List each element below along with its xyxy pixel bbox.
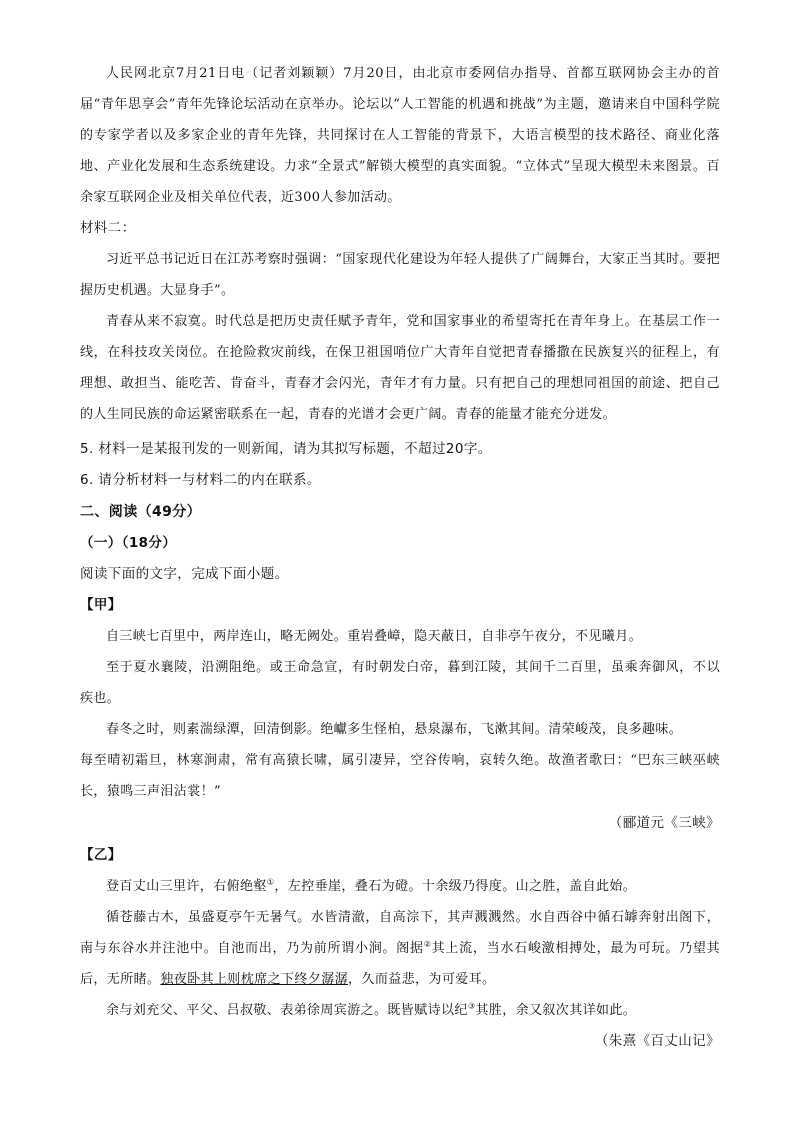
material-two-paragraph-1: 习近平总书记近日在江苏考察时强调：“国家现代化建设为年轻人提供了广阔舞台，大家正当其时。要把握历史机遇。大显身手”。	[80, 252, 720, 298]
passage-yi-p2-text-b: 其上流，当水石峻激相搏处，最为可玩。乃望其后，无所睹。	[80, 941, 720, 987]
passage-yi-source: （朱熹《百丈山记》	[594, 1033, 720, 1049]
passage-yi-p1-text-a: 登百丈山三里许，右俯绝壑	[106, 879, 267, 894]
footnote-marker-2: ②	[423, 939, 432, 949]
footnote-marker-1: ①	[266, 877, 275, 887]
passage-yi-p3-text-b: 其胜，余又叙次其详如此。	[475, 1003, 637, 1018]
passage-yi-p3-text-a: 余与刘充父、平父、吕叔敬、表弟徐周宾游之。既皆赋诗以纪	[106, 1003, 468, 1018]
passage-jia-paragraph-1: 自三峡七百里中，两岸连山，略无阙处。重岩叠嶂，隐天蔽日，自非亭午夜分，不见曦月。	[106, 629, 643, 644]
material-two-heading: 材料二：	[80, 220, 136, 236]
passage-jia-paragraph-3: 春冬之时，则素湍绿潭，回清倒影。绝巘多生怪柏，悬泉瀑布，飞漱其间。清荣峻茂，良多趣味。	[106, 722, 683, 737]
passage-jia-paragraph-2: 至于夏水襄陵，沿溯阻绝。或王命急宣，有时朝发白帝，暮到江陵，其间千二百里，虽乘奔御风，不以疾也。	[80, 660, 720, 706]
material-one-paragraph: 人民网北京7月21日电（记者刘颖颖）7月20日，由北京市委网信办指导、首都互联网协会主办的首届“青年思享会”青年先锋论坛活动在京举办。论坛以“人工智能的机遇和挑战”为主题，邀请来自中国科学院的专家学者以及多家企业的青年先锋，共同探讨在人工智能的背景下，大语言模型的技术路径、商业化落地、产业化发展和生态系统建设。力求“全景式”解锁大模型的真实面貌。“立体式”呈现大模型未来图景。百余家互联网企业及相关单位代表，近300人参加活动。	[80, 66, 720, 205]
passage-jia-label: 【甲】	[80, 597, 122, 613]
passage-yi-label: 【乙】	[80, 847, 122, 863]
passage-jia-source: （郦道元《三峡》	[608, 815, 720, 831]
passage-jia-paragraph-4: 每至晴初霜旦，林寒涧肃，常有高猿长啸，属引凄异，空谷传响，哀转久绝。故渔者歌曰：“巴东三峡巫峡长，猿鸣三声泪沾裳！”	[80, 753, 720, 799]
underlined-sentence: 独夜卧其上则枕席之下终夕潺潺	[160, 972, 349, 987]
passage-yi-p2-text-a: 循苍藤古木，虽盛夏亭午无暑气。水皆清澈，自高淙下，其声溅溅然。水自西谷中循石罅奔射出阁下，南与东谷水并注池中。自池而出，乃为前所谓小涧。阁据	[80, 910, 720, 956]
section-two-heading: 二、阅读（49分）	[80, 504, 202, 520]
passage-yi-paragraph-1	[80, 871, 720, 902]
passage-yi-p2-text-c: ，久而益悲，为可爱耳。	[348, 972, 496, 987]
footnote-marker-3: ③	[467, 1001, 476, 1011]
subsection-one-heading: （一）（18分）	[80, 535, 177, 551]
passage-yi-p1-text-b: ，左控垂崖，叠石为磴。十余级乃得度。山之胜，盖自此始。	[274, 879, 637, 894]
reading-instruction: 阅读下面的文字，完成下面小题。	[80, 566, 289, 582]
material-two-paragraph-2: 青春从来不寂寞。时代总是把历史责任赋予青年，党和国家事业的希望寄托在青年身上。在基层工作一线，在科技攻关岗位。在抢险救灾前线，在保卫祖国哨位广大青年自觉把青春播撒在民族复兴的征程上，有理想、敢担当、能吃苦、肯奋斗，青春才会闪光，青年才有力量。只有把自己的理想同祖国的前途、把自己的人生同民族的命运紧密联系在一起，青春的光谱才会更广阔。青春的能量才能充分迸发。	[80, 314, 720, 422]
question-5: 5. 材料一是某报刊发的一则新闻，请为其拟写标题，不超过20字。	[80, 441, 492, 457]
question-6: 6. 请分析材料一与材料二的内在联系。	[80, 472, 321, 488]
passage-yi-paragraph-2	[80, 902, 720, 995]
passage-yi-paragraph-3	[80, 995, 720, 1026]
